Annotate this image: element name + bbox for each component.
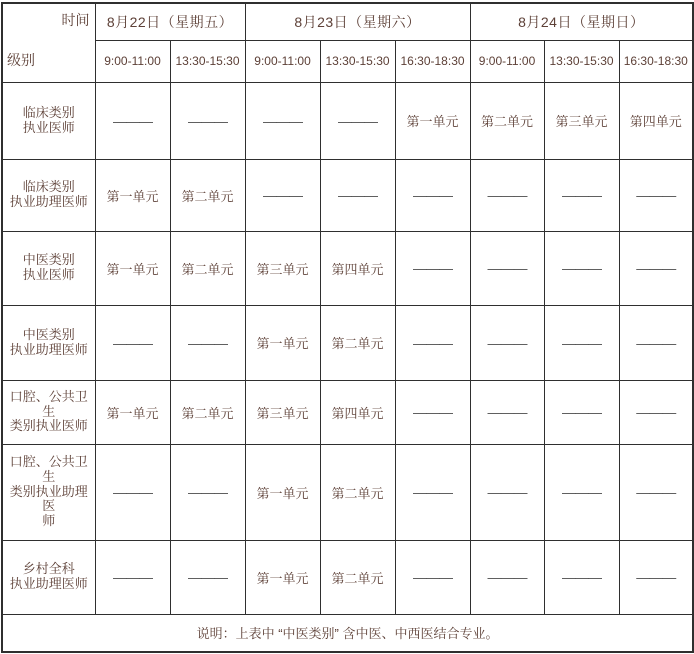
corner-cell — [2, 3, 95, 82]
time-slot-header-row — [2, 40, 693, 82]
schedule-cell — [395, 540, 470, 614]
dash-placeholder: ——— — [562, 187, 602, 203]
schedule-cell: 第一单元 — [245, 540, 320, 614]
schedule-cell — [395, 159, 470, 231]
dash-placeholder: ——— — [113, 334, 152, 351]
row-label-tcm-physician — [2, 231, 95, 305]
schedule-cell — [544, 159, 619, 231]
dash-placeholder: ——— — [487, 334, 527, 351]
schedule-cell — [544, 231, 619, 305]
schedule-cell: 第一单元 — [95, 159, 170, 231]
dash-placeholder: ——— — [263, 187, 303, 203]
table-row — [2, 159, 693, 231]
schedule-cell — [170, 444, 245, 540]
schedule-cell: 第一单元 — [95, 231, 170, 305]
dash-placeholder: ——— — [636, 569, 676, 585]
row-label-line: 临床类别 — [22, 179, 75, 195]
dash-placeholder: ——— — [113, 569, 152, 585]
dash-placeholder: ——— — [562, 484, 602, 500]
schedule-cell: 第一单元 — [245, 305, 320, 380]
row-label-line: 执业医师 — [22, 267, 75, 282]
dash-placeholder: ——— — [188, 484, 227, 500]
dash-placeholder: ——— — [413, 404, 453, 420]
dash-placeholder: ——— — [188, 334, 227, 351]
schedule-cell: 第一单元 — [395, 82, 470, 159]
schedule-cell — [170, 305, 245, 380]
dash-placeholder: ——— — [636, 260, 676, 276]
schedule-cell: 第二单元 — [470, 82, 544, 159]
dash-placeholder: ——— — [188, 112, 227, 129]
dash-placeholder: ——— — [413, 569, 453, 585]
schedule-cell — [544, 540, 619, 614]
dash-placeholder: ——— — [338, 187, 378, 203]
dash-placeholder: ——— — [636, 187, 676, 203]
schedule-cell: 第二单元 — [320, 305, 395, 380]
schedule-cell — [619, 231, 693, 305]
schedule-cell — [544, 444, 619, 540]
row-label-line: 执业助理医师 — [9, 194, 88, 209]
schedule-cell — [95, 540, 170, 614]
dash-placeholder: ——— — [562, 569, 602, 585]
schedule-cell — [245, 159, 320, 231]
schedule-cell — [395, 444, 470, 540]
schedule-cell — [95, 305, 170, 380]
dash-placeholder: ——— — [562, 404, 602, 420]
schedule-cell: 第四单元 — [320, 231, 395, 305]
schedule-cell: 第三单元 — [245, 231, 320, 305]
table-row — [2, 305, 693, 380]
date-header-aug22: 8月22日（星期五） — [95, 3, 245, 40]
schedule-cell: 第二单元 — [170, 159, 245, 231]
schedule-cell — [619, 444, 693, 540]
row-label-stomatology-public-health-physician — [2, 380, 95, 444]
dash-placeholder: ——— — [413, 187, 453, 203]
schedule-cell — [395, 380, 470, 444]
schedule-cell — [95, 82, 170, 159]
dash-placeholder: ——— — [413, 334, 453, 351]
time-slot-header: 16:30-18:30 — [619, 40, 693, 82]
row-label-line: 类别执业助理医 — [9, 483, 88, 514]
schedule-cell — [395, 231, 470, 305]
schedule-cell: 第四单元 — [320, 380, 395, 444]
schedule-cell — [470, 380, 544, 444]
row-label-line: 口腔、公共卫生 — [9, 453, 88, 484]
row-label-stomatology-public-health-assistant-physician — [2, 444, 95, 540]
table-row — [2, 444, 693, 540]
time-slot-header: 9:00-11:00 — [470, 40, 544, 82]
row-label-line: 师 — [42, 513, 56, 529]
schedule-cell — [95, 444, 170, 540]
time-slot-header: 16:30-18:30 — [395, 40, 470, 82]
dash-placeholder: ——— — [338, 112, 378, 129]
dash-placeholder: ——— — [562, 334, 602, 351]
schedule-cell — [619, 305, 693, 380]
time-axis-label: 时间 — [61, 12, 90, 28]
row-label-line: 执业助理医师 — [9, 576, 88, 591]
schedule-cell — [170, 540, 245, 614]
table-row — [2, 231, 693, 305]
row-label-line: 类别执业医师 — [9, 418, 88, 434]
schedule-cell — [619, 159, 693, 231]
schedule-cell: 第三单元 — [245, 380, 320, 444]
schedule-cell — [544, 380, 619, 444]
row-label-line: 中医类别 — [22, 326, 75, 342]
schedule-cell: 第二单元 — [170, 380, 245, 444]
row-label-line: 中医类别 — [22, 252, 75, 268]
exam-schedule-table — [1, 2, 694, 653]
schedule-cell: 第一单元 — [245, 444, 320, 540]
schedule-cell: 第一单元 — [95, 380, 170, 444]
dash-placeholder: ——— — [636, 404, 676, 420]
dash-placeholder: ——— — [413, 484, 453, 500]
schedule-cell — [619, 540, 693, 614]
row-label-line: 口腔、公共卫生 — [9, 388, 88, 419]
row-label-clinical-physician — [2, 82, 95, 159]
schedule-cell: 第三单元 — [544, 82, 619, 159]
schedule-cell — [619, 380, 693, 444]
schedule-cell: 第二单元 — [320, 444, 395, 540]
schedule-cell: 第四单元 — [619, 82, 693, 159]
level-axis-label: 级别 — [7, 51, 35, 68]
row-label-clinical-assistant-physician — [2, 159, 95, 231]
schedule-cell — [470, 159, 544, 231]
time-slot-header: 13:30-15:30 — [544, 40, 619, 82]
dash-placeholder: ——— — [113, 484, 152, 500]
time-slot-header: 13:30-15:30 — [320, 40, 395, 82]
schedule-cell — [320, 82, 395, 159]
dash-placeholder: ——— — [487, 187, 527, 203]
dash-placeholder: ——— — [487, 569, 527, 585]
schedule-cell — [470, 540, 544, 614]
schedule-cell — [470, 305, 544, 380]
dash-placeholder: ——— — [413, 260, 453, 276]
schedule-cell — [544, 305, 619, 380]
dash-placeholder: ——— — [263, 112, 303, 129]
dash-placeholder: ——— — [113, 112, 152, 129]
schedule-cell — [395, 305, 470, 380]
row-label-line: 乡村全科 — [22, 561, 75, 577]
dash-placeholder: ——— — [487, 260, 527, 276]
date-header-aug24: 8月24日（星期日） — [470, 3, 693, 40]
dash-placeholder: ——— — [487, 484, 527, 500]
schedule-cell — [320, 159, 395, 231]
schedule-cell — [245, 82, 320, 159]
dash-placeholder: ——— — [188, 569, 227, 585]
schedule-cell — [470, 231, 544, 305]
time-slot-header: 13:30-15:30 — [170, 40, 245, 82]
row-label-line: 临床类别 — [22, 104, 75, 120]
dash-placeholder: ——— — [636, 484, 676, 500]
schedule-cell — [470, 444, 544, 540]
row-label-line: 执业助理医师 — [9, 341, 88, 357]
row-label-rural-general-assistant-physician — [2, 540, 95, 614]
dash-placeholder: ——— — [562, 260, 602, 276]
dash-placeholder: ——— — [636, 334, 676, 351]
row-label-line: 执业医师 — [22, 119, 75, 135]
date-header-aug23: 8月23日（星期六） — [245, 3, 470, 40]
table-note: 说明：上表中 “中医类别” 含中医、中西医结合专业。 — [2, 614, 693, 652]
dash-placeholder: ——— — [487, 404, 527, 420]
time-slot-header: 9:00-11:00 — [245, 40, 320, 82]
table-row — [2, 82, 693, 159]
row-label-tcm-assistant-physician — [2, 305, 95, 380]
table-row — [2, 540, 693, 614]
table-row — [2, 380, 693, 444]
date-header-row — [2, 3, 693, 40]
schedule-cell — [170, 82, 245, 159]
schedule-cell: 第二单元 — [170, 231, 245, 305]
note-row — [2, 614, 693, 652]
schedule-cell: 第二单元 — [320, 540, 395, 614]
time-slot-header: 9:00-11:00 — [95, 40, 170, 82]
